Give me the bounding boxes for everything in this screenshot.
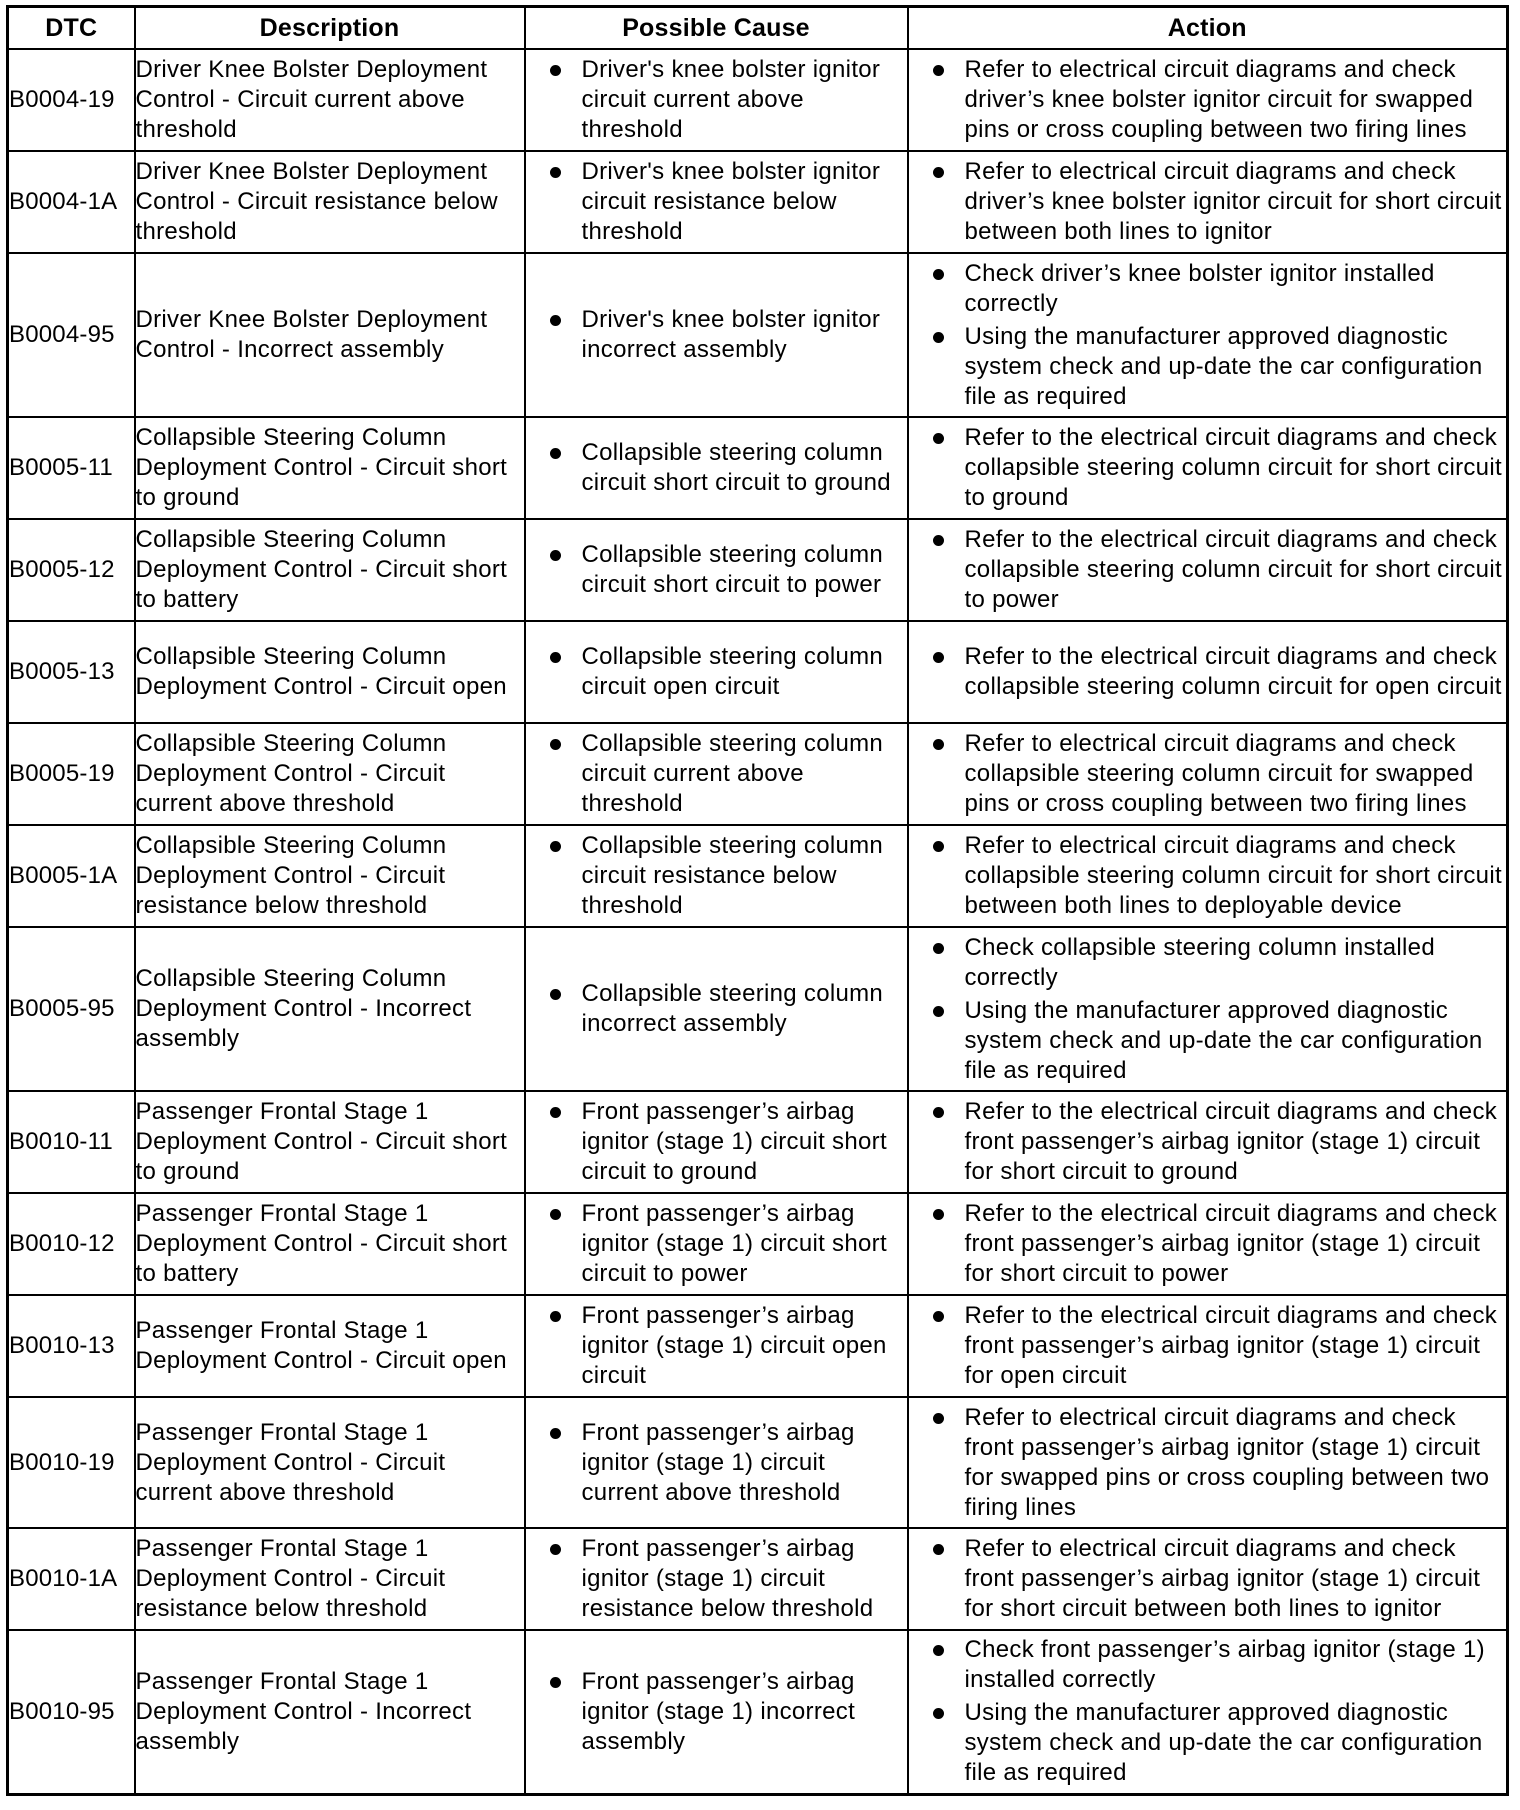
- table-row: [8, 253, 1508, 417]
- possible-cause-item: Front passenger’s airbag ignitor (stage 1) incorrect assembly: [526, 1667, 907, 1757]
- possible-cause-cell: [525, 253, 908, 417]
- table-row: [8, 927, 1508, 1091]
- dtc-description: Collapsible Steering Column Deployment Control - Incorrect assembly: [135, 927, 525, 1091]
- action-item: Check collapsible steering column installed correctly: [909, 933, 1507, 993]
- action-item: Refer to electrical circuit diagrams and check driver’s knee bolster ignitor circuit for swapped pins or cross coupling between two firing lines: [909, 55, 1507, 145]
- dtc-code: B0010-19: [8, 1397, 135, 1528]
- possible-cause-cell-list: [526, 642, 907, 702]
- possible-cause-item: Collapsible steering column circuit short circuit to power: [526, 540, 907, 600]
- dtc-description: Collapsible Steering Column Deployment Control - Circuit resistance below threshold: [135, 825, 525, 927]
- dtc-code: B0004-95: [8, 253, 135, 417]
- dtc-code: B0004-1A: [8, 151, 135, 253]
- possible-cause-cell: [525, 519, 908, 621]
- header-possible-cause: Possible Cause: [525, 7, 908, 50]
- action-cell-list: [909, 55, 1507, 145]
- header-description: Description: [135, 7, 525, 50]
- possible-cause-cell-list: [526, 305, 907, 365]
- action-cell-list: [909, 729, 1507, 819]
- action-item: Refer to electrical circuit diagrams and check front passenger’s airbag ignitor (stage 1) circuit for swapped pins or cross coupling between two firing lines: [909, 1403, 1507, 1523]
- dtc-description: Passenger Frontal Stage 1 Deployment Control - Incorrect assembly: [135, 1630, 525, 1794]
- action-item: Refer to the electrical circuit diagrams and check front passenger’s airbag ignitor (stage 1) circuit for short circuit to power: [909, 1199, 1507, 1289]
- table-row: [8, 1193, 1508, 1295]
- dtc-description: Passenger Frontal Stage 1 Deployment Control - Circuit short to battery: [135, 1193, 525, 1295]
- action-item: Refer to electrical circuit diagrams and check collapsible steering column circuit for short circuit between both lines to deployable device: [909, 831, 1507, 921]
- possible-cause-cell-list: [526, 1418, 907, 1508]
- table-row: [8, 1528, 1508, 1630]
- action-item: Refer to the electrical circuit diagrams and check front passenger’s airbag ignitor (stage 1) circuit for open circuit: [909, 1301, 1507, 1391]
- dtc-code: B0005-19: [8, 723, 135, 825]
- action-cell-list: [909, 1097, 1507, 1187]
- dtc-description: Passenger Frontal Stage 1 Deployment Control - Circuit current above threshold: [135, 1397, 525, 1528]
- possible-cause-cell: [525, 927, 908, 1091]
- dtc-code: B0010-95: [8, 1630, 135, 1794]
- dtc-code: B0010-1A: [8, 1528, 135, 1630]
- possible-cause-cell: [525, 1528, 908, 1630]
- possible-cause-cell-list: [526, 1199, 907, 1289]
- dtc-code: B0005-12: [8, 519, 135, 621]
- dtc-description: Driver Knee Bolster Deployment Control - Incorrect assembly: [135, 253, 525, 417]
- action-cell-list: [909, 933, 1507, 1086]
- possible-cause-cell-list: [526, 55, 907, 145]
- possible-cause-cell-list: [526, 438, 907, 498]
- action-cell: [908, 723, 1508, 825]
- action-item: Using the manufacturer approved diagnostic system check and up-date the car configuration file as required: [909, 322, 1507, 412]
- action-cell: [908, 1193, 1508, 1295]
- action-item: Refer to the electrical circuit diagrams and check collapsible steering column circuit for short circuit to power: [909, 525, 1507, 615]
- possible-cause-cell-list: [526, 1097, 907, 1187]
- possible-cause-item: Collapsible steering column incorrect assembly: [526, 979, 907, 1039]
- action-item: Refer to electrical circuit diagrams and check front passenger’s airbag ignitor (stage 1) circuit for short circuit between both lines to ignitor: [909, 1534, 1507, 1624]
- dtc-description: Passenger Frontal Stage 1 Deployment Control - Circuit open: [135, 1295, 525, 1397]
- action-cell-list: [909, 1403, 1507, 1523]
- action-item: Refer to the electrical circuit diagrams and check front passenger’s airbag ignitor (stage 1) circuit for short circuit to ground: [909, 1097, 1507, 1187]
- possible-cause-item: Front passenger’s airbag ignitor (stage 1) circuit short circuit to ground: [526, 1097, 907, 1187]
- possible-cause-cell: [525, 825, 908, 927]
- action-cell: [908, 1528, 1508, 1630]
- possible-cause-item: Front passenger’s airbag ignitor (stage 1) circuit short circuit to power: [526, 1199, 907, 1289]
- possible-cause-cell: [525, 621, 908, 723]
- document-page: [6, 5, 1506, 1796]
- table-row: [8, 1630, 1508, 1794]
- dtc-description: Collapsible Steering Column Deployment Control - Circuit short to ground: [135, 417, 525, 519]
- possible-cause-cell-list: [526, 157, 907, 247]
- action-cell: [908, 1295, 1508, 1397]
- action-cell-list: [909, 157, 1507, 247]
- possible-cause-cell-list: [526, 540, 907, 600]
- table-row: [8, 151, 1508, 253]
- action-cell: [908, 151, 1508, 253]
- dtc-code: B0004-19: [8, 49, 135, 151]
- action-cell-list: [909, 525, 1507, 615]
- table-header: [8, 7, 1508, 50]
- header-row: [8, 7, 1508, 50]
- dtc-description: Driver Knee Bolster Deployment Control - Circuit current above threshold: [135, 49, 525, 151]
- dtc-code: B0005-11: [8, 417, 135, 519]
- possible-cause-cell: [525, 417, 908, 519]
- action-cell: [908, 825, 1508, 927]
- dtc-description: Collapsible Steering Column Deployment Control - Circuit short to battery: [135, 519, 525, 621]
- table-row: [8, 417, 1508, 519]
- table-row: [8, 825, 1508, 927]
- action-cell: [908, 519, 1508, 621]
- dtc-description: Collapsible Steering Column Deployment Control - Circuit open: [135, 621, 525, 723]
- dtc-code: B0010-12: [8, 1193, 135, 1295]
- action-cell: [908, 1630, 1508, 1794]
- action-item: Using the manufacturer approved diagnostic system check and up-date the car configuration file as required: [909, 996, 1507, 1086]
- possible-cause-cell: [525, 151, 908, 253]
- possible-cause-item: Collapsible steering column circuit resistance below threshold: [526, 831, 907, 921]
- table-row: [8, 621, 1508, 723]
- header-dtc: DTC: [8, 7, 135, 50]
- dtc-description: Passenger Frontal Stage 1 Deployment Control - Circuit resistance below threshold: [135, 1528, 525, 1630]
- possible-cause-item: Collapsible steering column circuit current above threshold: [526, 729, 907, 819]
- action-cell: [908, 621, 1508, 723]
- table-row: [8, 723, 1508, 825]
- possible-cause-cell: [525, 49, 908, 151]
- possible-cause-cell: [525, 1397, 908, 1528]
- action-cell: [908, 253, 1508, 417]
- possible-cause-item: Collapsible steering column circuit short circuit to ground: [526, 438, 907, 498]
- table-body: [8, 49, 1508, 1794]
- dtc-code: B0010-13: [8, 1295, 135, 1397]
- possible-cause-cell-list: [526, 1667, 907, 1757]
- table-row: [8, 1091, 1508, 1193]
- dtc-description: Passenger Frontal Stage 1 Deployment Control - Circuit short to ground: [135, 1091, 525, 1193]
- possible-cause-cell: [525, 1193, 908, 1295]
- dtc-description: Collapsible Steering Column Deployment Control - Circuit current above threshold: [135, 723, 525, 825]
- table-row: [8, 1295, 1508, 1397]
- action-item: Refer to the electrical circuit diagrams and check collapsible steering column circuit for short circuit to ground: [909, 423, 1507, 513]
- action-cell-list: [909, 1301, 1507, 1391]
- table-row: [8, 519, 1508, 621]
- table-row: [8, 1397, 1508, 1528]
- possible-cause-cell: [525, 1630, 908, 1794]
- dtc-code: B0005-95: [8, 927, 135, 1091]
- possible-cause-cell-list: [526, 729, 907, 819]
- action-cell-list: [909, 1534, 1507, 1624]
- table-row: [8, 49, 1508, 151]
- action-item: Refer to electrical circuit diagrams and check driver’s knee bolster ignitor circuit for short circuit between both lines to ignitor: [909, 157, 1507, 247]
- action-item: Refer to electrical circuit diagrams and check collapsible steering column circuit for swapped pins or cross coupling between two firing lines: [909, 729, 1507, 819]
- possible-cause-cell-list: [526, 979, 907, 1039]
- possible-cause-item: Driver's knee bolster ignitor circuit resistance below threshold: [526, 157, 907, 247]
- action-cell-list: [909, 1199, 1507, 1289]
- possible-cause-item: Front passenger’s airbag ignitor (stage 1) circuit resistance below threshold: [526, 1534, 907, 1624]
- possible-cause-cell: [525, 1295, 908, 1397]
- action-cell: [908, 417, 1508, 519]
- action-cell: [908, 1091, 1508, 1193]
- dtc-code: B0010-11: [8, 1091, 135, 1193]
- action-cell: [908, 927, 1508, 1091]
- dtc-code: B0005-13: [8, 621, 135, 723]
- possible-cause-item: Driver's knee bolster ignitor incorrect assembly: [526, 305, 907, 365]
- dtc-description: Driver Knee Bolster Deployment Control - Circuit resistance below threshold: [135, 151, 525, 253]
- action-item: Check front passenger’s airbag ignitor (stage 1) installed correctly: [909, 1635, 1507, 1695]
- possible-cause-item: Driver's knee bolster ignitor circuit current above threshold: [526, 55, 907, 145]
- possible-cause-item: Collapsible steering column circuit open circuit: [526, 642, 907, 702]
- action-item: Using the manufacturer approved diagnostic system check and up-date the car configuration file as required: [909, 1698, 1507, 1788]
- action-cell-list: [909, 259, 1507, 412]
- action-cell: [908, 49, 1508, 151]
- possible-cause-cell-list: [526, 1534, 907, 1624]
- dtc-code: B0005-1A: [8, 825, 135, 927]
- possible-cause-cell: [525, 723, 908, 825]
- action-cell-list: [909, 423, 1507, 513]
- action-item: Check driver’s knee bolster ignitor installed correctly: [909, 259, 1507, 319]
- dtc-table: [6, 5, 1509, 1796]
- possible-cause-cell: [525, 1091, 908, 1193]
- possible-cause-item: Front passenger’s airbag ignitor (stage 1) circuit current above threshold: [526, 1418, 907, 1508]
- action-cell: [908, 1397, 1508, 1528]
- action-item: Refer to the electrical circuit diagrams and check collapsible steering column circuit for open circuit: [909, 642, 1507, 702]
- possible-cause-cell-list: [526, 831, 907, 921]
- possible-cause-item: Front passenger’s airbag ignitor (stage 1) circuit open circuit: [526, 1301, 907, 1391]
- action-cell-list: [909, 831, 1507, 921]
- header-action: Action: [908, 7, 1508, 50]
- possible-cause-cell-list: [526, 1301, 907, 1391]
- action-cell-list: [909, 1635, 1507, 1788]
- action-cell-list: [909, 642, 1507, 702]
